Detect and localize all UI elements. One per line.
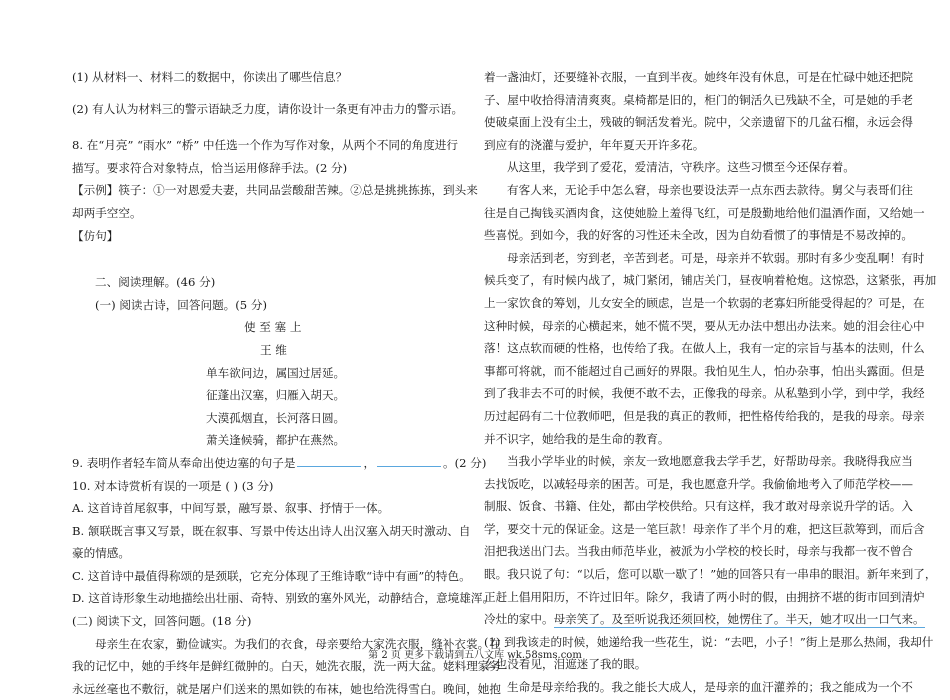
passage-right-line-3: 使破桌面上没有尘土，残破的铜活发着光。院中，父亲遗留下的几盆石榴，永远会得	[484, 115, 913, 130]
poem-line-4: 萧关逢候骑，都护在燕然。	[206, 433, 346, 448]
passage-right-line-14: 事都可将就，而不能超过自己画好的界限。我怕见生人，怕办杂事，怕出头露面。但是	[484, 363, 925, 378]
section-2-heading: 二、阅读理解。(46 分)	[95, 275, 216, 290]
passage-right-line-5: 从这里，我学到了爱花，爱清洁，守秩序。这些习惯至今还保存着。	[507, 160, 855, 175]
passage-left-line-2: 我的记忆中，她的手终年是鲜红微肿的。白天，她洗衣服，洗一两大盆。姥料理家务	[72, 659, 501, 674]
passage-right-line-24: 正赶上倡用阳历，不许过旧年。除夕，我请了两小时的假，由拥挤不堪的街市回到清炉	[484, 589, 925, 604]
poem-title: 使 至 塞 上	[244, 320, 302, 335]
poem-author: 王 维	[260, 342, 287, 357]
passage-right-line-28: 生命是母亲给我的。我之能长大成人，是母亲的血汗灌养的；我之能成为一个不	[507, 680, 913, 695]
passage-right-line-20: 制服、饭食、书籍、住处，都由学校供给。只有这样，我才敢对母亲说升学的话。入	[484, 499, 913, 514]
option-a: A. 这首诗首尾叙事，中间写景，融写景、叙事、抒情于一体。	[72, 501, 390, 516]
underlined-sentence: 母亲笑了。及至听说我还须回校，她愣住了。半天，她才叹出一口气来。	[553, 612, 925, 627]
passage-right-line-4: 到应有的浇灌与爱护，年年夏天开许多花。	[484, 137, 705, 152]
passage-right-line-16: 历过起码有二十位教师吧，但是我的真正的教师，把性格传给我的，是我的母亲。母亲	[484, 408, 925, 423]
passage-right-line-15: 到了我非去不可的时候，我便不敢不去，正像我的母亲。从私塾到小学，到中学，我经	[484, 386, 925, 401]
section-2-2-heading: (二) 阅读下文，回答问题。(18 分)	[72, 614, 252, 629]
example-line-1: 【示例】筷子：①一对恩爱夫妻，共同品尝酸甜苦辣。②总是挑挑拣拣，到头来	[72, 183, 478, 198]
option-c: C. 这首诗中最值得称颂的是颈联，它充分体现了王维诗歌“诗中有画”的特色。	[72, 568, 471, 583]
passage-right-line-17: 并不识字，她给我的是生命的教育。	[484, 431, 670, 446]
question-9-text: 9. 表明作者轻车简从奉命出使边塞的句子是	[72, 455, 296, 470]
passage-left-line-1: 母亲生在农家，勤俭诚实。为我们的衣食，母亲要给大家洗衣服，缝补衣裳。在	[95, 636, 501, 651]
passage-right-line-10: 候兵变了，有时候内战了，城门紧闭，铺店关门，昼夜响着枪炮。这惊恐，这紧张，再加	[484, 273, 937, 288]
question-a1: (1) 从材料一、材料二的数据中，你读出了哪些信息？	[72, 70, 348, 84]
passage-right-line-8: 些喜悦。到如今，我的好客的习性还未全改，因为自幼看惯了的事情是不易改掉的。	[484, 228, 913, 243]
question-10: 10. 对本诗赏析有误的一项是 ( ) (3 分)	[72, 478, 274, 493]
question-8-line-1: 8. 在“月亮” “雨水” “桥” 中任选一个作为写作对象，从两个不同的角度进行	[72, 138, 458, 153]
example-line-2: 却两手空空。	[72, 205, 142, 220]
passage-right-line-1: 着一盏油灯，还要缝补衣服，一直到半夜。她终年没有休息，可是在忙碌中她还把院	[484, 70, 913, 84]
question-a2: (2) 有人认为材料三的警示语缺乏力度，请你设计一条更有冲击力的警示语。	[72, 101, 464, 116]
passage-left-line-3: 永远丝毫也不敷衍，就是屠户们送来的黑如铁的布袜，她也给洗得雪白。晚间，她抱	[72, 681, 501, 696]
passage-right-line-23: 眼。我只说了句：“以后，您可以歇一歇了！”她的回答只有一串串的眼泪。新年来到了，	[484, 567, 937, 582]
passage-right-line-22: 泪把我送出门去。当我由师范毕业，被派为小学校的校长时，母亲与我都一夜不曾合	[484, 544, 913, 559]
poem-line-1: 单车欲问边，属国过居延。	[206, 365, 346, 380]
poem-line-3: 大漠孤烟直，长河落日圆。	[206, 410, 346, 425]
question-8-line-2: 描写。要求符合对象特点，恰当运用修辞手法。(2 分)	[72, 160, 348, 175]
option-b-line-2: 豪的情感。	[72, 546, 130, 561]
passage-right-line-25-start: 冷灶的家中。	[484, 612, 554, 627]
passage-right-line-19: 去找饭吃，以减轻母亲的困苦。可是，我也愿意升学。我偷偷地考入了师范学校——	[484, 476, 913, 491]
passage-right-line-25	[484, 608, 925, 631]
passage-right-line-18: 当我小学毕业的时候，亲友一致地愿意我去学手艺，好帮助母亲。我晓得我应当	[507, 454, 913, 469]
question-9-score: 。(2 分)	[443, 455, 487, 470]
passage-right-line-6: 有客人来，无论手中怎么窘，母亲也要设法弄一点东西去款待。舅父与表哥们往	[507, 182, 913, 197]
option-b-line-1: B. 颔联既言事又写景，既在叙事、写景中传达出诗人出汉塞入胡天时激动、自	[72, 523, 471, 538]
passage-right-line-27: 么也没看见，泪遮迷了我的眼。	[484, 657, 647, 672]
answer-blank-2[interactable]	[377, 455, 441, 467]
answer-blank-1[interactable]	[297, 455, 361, 467]
poem-line-2: 征蓬出汉塞，归雁入胡天。	[206, 388, 346, 403]
imitate-label: 【仿句】	[72, 228, 119, 243]
passage-right-line-2: 子、屋中收拾得清清爽爽。桌椅都是旧的，柜门的铜活久已残缺不全，可是她的手老	[484, 92, 913, 107]
passage-right-line-12: 这种时候，母亲的心横起来，她不慌不哭，要从无办法中想出办法来。她的泪会往心中	[484, 318, 925, 333]
passage-right-line-13: 落！这点软而硬的性格，也传给了我。在做人上，我有一定的宗旨与基本的法则，什么	[484, 341, 925, 356]
passage-right-line-26: (1) 到我该走的时候，她递给我一些花生，说：“去吧，小子！”街上是那么热闹，我却什	[484, 634, 934, 649]
right-column	[484, 66, 937, 699]
passage-right-line-7: 往是自己掏钱买酒肉食，这使她脸上羞得飞红，可是殷勤地给他们温酒作面，又给她一	[484, 205, 925, 220]
passage-right-line-21: 学，要交十元的保证金。这是一笔巨款！母亲作了半个月的难，把这巨款筹到，而后含	[484, 521, 925, 536]
question-9-comma: ，	[363, 455, 376, 470]
page-footer: 第 2 页 更多下载请到五八文库 wk.58sms.com	[368, 650, 582, 661]
passage-right-line-11: 上一家饮食的筹划，儿女安全的顾虑，岂是一个软弱的老寡妇所能受得起的？可是，在	[484, 295, 925, 310]
passage-right-line-9: 母亲活到老，穷到老，辛苦到老。可是，母亲并不软弱。那时有多少变乱啊！有时	[507, 250, 925, 265]
question-9	[72, 452, 487, 475]
option-d: D. 这首诗形象生动地描绘出壮丽、奇特、别致的塞外风光，动静结合，意境雄浑。	[72, 591, 495, 606]
section-2-1-heading: (一) 阅读古诗，回答问题。(5 分)	[95, 297, 267, 312]
